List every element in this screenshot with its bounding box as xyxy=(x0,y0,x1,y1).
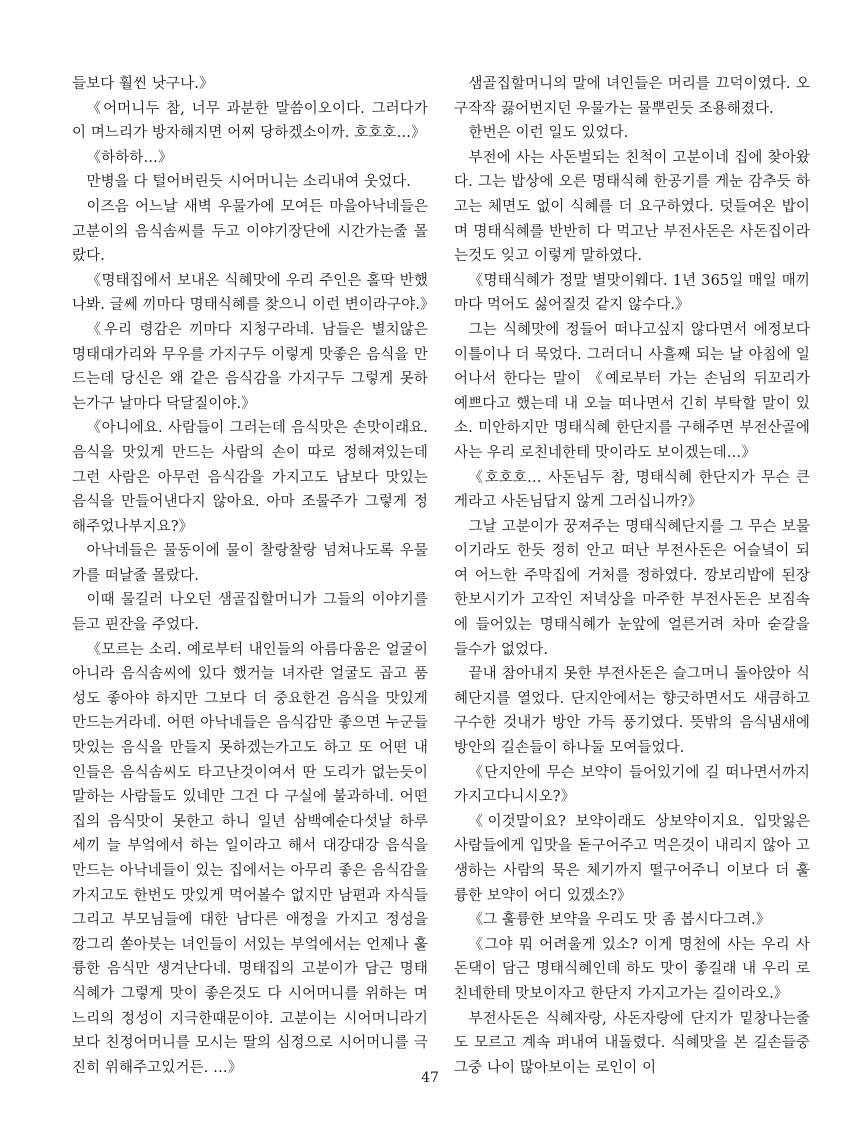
paragraph: 한번은 이런 일도 있었다. xyxy=(468,125,629,142)
paragraph: 부전에 사는 사돈벌되는 친척이 고분이네 집에 찾아왔다. 그는 밥상에 오른 명태식혜 한공기를 게눈 감추듯 하고는 체면도 없이 식혜를 더 요구하였다. 덧들여온 밥이며 명태식혜를 반반히 다 먹고난 부전사돈은 사돈집이라는것도 잊고 이렇게 말하였다. xyxy=(454,149,810,265)
paragraph: 부전사돈은 식혜자랑, 사돈자랑에 단지가 밑창나는줄도 모르고 계속 퍼내여 내돌렸다. 식혜맛을 본 길손들중 그중 나이 많아보이는 로인이 이 xyxy=(454,1010,810,1076)
paragraph: 《그 훌륭한 보약을 우리도 맛 좀 봅시다그려.》 xyxy=(468,912,771,929)
paragraph: 《호호호… 사돈님두 참, 명태식혜 한단지가 무슨 큰게라고 사돈님답지 않게 그러십니까?》 xyxy=(454,469,810,511)
paragraph: 《단지안에 무슨 보약이 들어있기에 길 떠나면서까지 가지고다니시오?》 xyxy=(454,764,810,806)
paragraph: 그는 식혜맛에 정들어 떠나고싶지 않다면서 에정보다 이틀이나 더 묵었다. 그러더니 사흘째 되는 날 아침에 일어나서 한다는 말이 《예로부터 가는 손님의 뒤꼬리가 예쁘다고 했는데 내 오늘 떠나면서 긴히 부탁할 말이 있소. 미안하지만 명태식혜 한단지를 구해주면 부전산골에 사는 우리 로친네한테 맛이라도 보이겠는데…》 xyxy=(454,321,810,461)
paragraph: 《명태식혜가 정말 별맛이웨다. 1년 365일 매일 매끼마다 먹어도 싫어질것 같지 않수다.》 xyxy=(454,272,810,314)
page-number: 47 xyxy=(421,1070,439,1086)
paragraph: 《어머니두 참, 너무 과분한 말씀이오이다. 그러다가 이 며느리가 방자해지면 어찌 당하겠소이까. 호호호…》 xyxy=(72,100,428,142)
paragraph: 끝내 참아내지 못한 부전사돈은 슬그머니 돌아앉아 식혜단지를 열었다. 단지안에서는 향긋하면서도 새큼하고 구수한 것내가 방안 가득 풍기였다. 뜻밖의 음식냄새에 방안의 길손들이 하나둘 모여들었다. xyxy=(454,666,810,757)
paragraph: 《명태집에서 보내온 식혜맛에 우리 주인은 홀딱 반했나봐. 글쎄 끼마다 명태식혜를 찾으니 이런 변이라구야.》 xyxy=(72,272,435,314)
paragraph: 그날 고분이가 꿍져주는 명태식혜단지를 그 무슨 보물이기라도 한듯 정히 안고 떠난 부전사돈은 어슬녘이 되여 어느한 주막집에 거처를 정하였다. 깡보리밥에 된장 한보시기가 고작인 저녁상을 마주한 부전사돈은 보짐속에 들어있는 명태식혜가 눈앞에 얼른거려 차마 숟갈을 들수가 없었다. xyxy=(454,518,810,658)
paragraph: 샘골집할머니의 말에 녀인들은 머리를 끄덕이였다. 오구작작 끓어번지던 우물가는 물뿌린듯 조용해졌다. xyxy=(454,76,810,117)
paragraph: 이때 물길러 나오던 샘골집할머니가 그들의 이야기를 듣고 핀잔을 주었다. xyxy=(72,592,428,634)
paragraph: 《우리 령감은 끼마다 지청구라네. 남들은 별치않은 명태대가리와 무우를 가지구두 이렇게 맛좋은 음식을 만드는데 당신은 왜 같은 음식감을 가지구두 그렇게 못하는가구 날마다 닥달질이야.》 xyxy=(72,321,428,412)
paragraph: 만병을 다 털어버린듯 시어머니는 소리내여 웃었다. xyxy=(86,174,411,191)
paragraph: 이즈음 어느날 새벽 우물가에 모여든 마을아낙네들은 고분이의 음식솜씨를 두고 이야기장단에 시간가는줄 몰랐다. xyxy=(72,198,428,265)
paragraph: 아낙네들은 물동이에 물이 찰랑찰랑 넘쳐나도록 우물가를 떠날줄 몰랐다. xyxy=(72,543,428,584)
paragraph: 《아니에요. 사람들이 그러는데 음식맛은 손맛이래요. 음식을 맛있게 만드는 사람의 손이 따로 정해져있는데 그런 사람은 아무런 음식감을 가지고도 남보다 맛있는 음식을 만들어낸다지 않아요. 아마 조물주가 그렇게 정해주었나부지요?》 xyxy=(72,420,428,535)
right-column xyxy=(454,72,810,1080)
left-column xyxy=(72,72,435,1080)
paragraph: 《그야 뭐 어려울게 있소? 이게 명천에 사는 우리 사돈댁이 담근 명태식혜인데 하도 맛이 좋길래 내 우리 로친네한테 맛보이자고 한단지 가지고가는 길이라오.》 xyxy=(454,936,810,1002)
paragraph: 《하하하…》 xyxy=(86,149,173,166)
paragraph: 《모르는 소리. 예로부터 내인들의 아름다움은 얼굴이 아니라 음식솜씨에 있다 했거늘 녀자란 얼굴도 곱고 품성도 좋아야 하지만 그보다 더 중요한건 음식을 맛있게 만드는거라네. 어떤 아낙네들은 음식감만 좋으면 누군들 맛있는 음식을 만들지 못하겠는가고도 하고 또 어떤 내인들은 음식솜씨도 타고난것이여서 딴 도리가 없는듯이 말하는 사람들도 있네만 그건 다 구실에 불과하네. 어떤 집의 음식맛이 못한고 하니 일년 삼백예순다섯날 하루 세끼 늘 부엌에서 하는 일이라고 해서 대강대강 음식을 만드는 아낙네들이 있는 집에서는 아무리 좋은 음식감을 가지고도 한번도 맛있게 먹어볼수 없지만 남편과 자식들 그리고 부모님들에 대한 남다른 애정을 가지고 정성을 깡그리 쏟아붓는 녀인들이 서있는 부엌에서는 언제나 훌륭한 음식만 생겨난다네. 명태집의 고분이가 담근 명태식혜가 그렇게 맛이 좋은것도 다 시어머니를 위하는 며느리의 정성이 지극한때문이야. 고분이는 시어머니라기보다 친정어머니를 모시는 딸의 심정으로 시어머니를 극진히 위해주고있거든. …》 xyxy=(72,641,428,1076)
paragraph: 들보다 훨씬 낫구나.》 xyxy=(72,76,214,92)
paragraph: 《이것말이요? 보약이래도 상보약이지요. 입맛잃은 사람들에게 입맛을 돋구어주고 먹은것이 내리지 않아 고생하는 사람의 묵은 체기까지 떨구어주니 이보다 더 훌륭한 보약이 어디 있겠소?》 xyxy=(454,813,810,904)
